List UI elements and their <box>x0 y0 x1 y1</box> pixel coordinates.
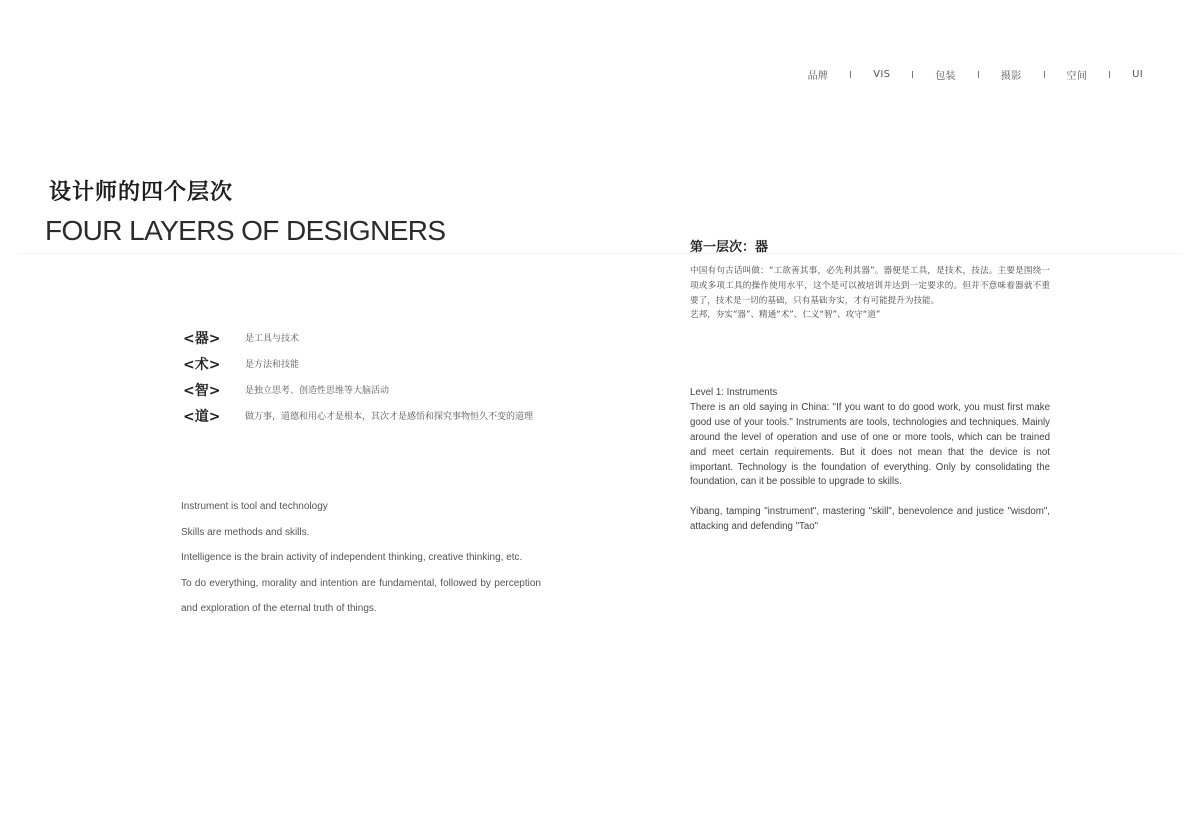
nav-separator <box>850 71 851 78</box>
nav-separator <box>1109 71 1110 78</box>
level-one-english <box>690 386 1050 535</box>
level-tag: <智> <box>183 383 221 399</box>
level-description: 是独立思考、创造性思维等大脑活动 <box>245 386 390 396</box>
nav-item-photography[interactable]: 摄影 <box>1000 71 1022 82</box>
level-item <box>183 378 553 404</box>
chinese-slogan: 艺邦，夯实“器”、精通“术”、仁义“智”、攻守“道” <box>690 310 881 321</box>
page-title-en: FOUR LAYERS OF DESIGNERS <box>45 215 446 246</box>
level-tag: <道> <box>183 409 221 425</box>
paragraph-gap <box>690 490 1050 505</box>
section-heading: 第一层次：器 <box>690 240 769 255</box>
page-title-cn: 设计师的四个层次 <box>49 180 234 205</box>
level-tag: <器> <box>183 331 221 347</box>
level-item <box>183 352 553 378</box>
nav-separator <box>978 71 979 78</box>
english-paragraph: There is an old saying in China: "If you want to do good work, you must first make good use of your tools." Instruments are tools, technologies and techniques. Mainly around the level of operation and use of one or more tools, which can be trained and meet certain requirements. But it does not mean that the device is not important. Technology is the foundation of everything. Only by consolidating the foundation, can it be possible to upgrade to skills. <box>690 401 1050 488</box>
top-navigation <box>807 67 1144 82</box>
english-line: To do everything, morality and intention are fundamental, followed by perception and exploration of the eternal truth of things. <box>181 577 541 615</box>
english-summary <box>181 494 541 622</box>
level-description: 是方法和技能 <box>245 360 300 370</box>
nav-separator <box>912 71 913 78</box>
level-description: 做万事，道德和用心才是根本，其次才是感悟和探究事物恒久不变的道理 <box>245 412 534 422</box>
chinese-paragraph: 中国有句古话叫做：“工欲善其事，必先利其器”。器便是工具，是技术，技法。主要是围绕一项或多项工具的操作使用水平，这个是可以被培训并达到一定要求的。但并不意味着器就不重要了，技术是一切的基础，只有基础夯实，才有可能提升为技能。 <box>690 266 1050 306</box>
nav-item-packaging[interactable]: 包装 <box>935 71 956 82</box>
english-line: Skills are methods and skills. <box>181 526 310 538</box>
nav-item-ui[interactable]: UI <box>1132 69 1143 80</box>
level-tag: <术> <box>183 357 221 373</box>
nav-item-brand[interactable]: 品牌 <box>807 71 829 82</box>
english-line: Instrument is tool and technology <box>181 501 328 512</box>
level-description: 是工具与技术 <box>245 334 300 344</box>
nav-separator <box>1044 71 1045 78</box>
level-one-section <box>690 236 1050 323</box>
english-heading: Level 1: Instruments <box>690 387 778 398</box>
english-slogan: Yibang, tamping "instrument", mastering "skill", benevolence and justice "wisdom", attacking and defending "Tao" <box>690 506 1050 533</box>
nav-item-space[interactable]: 空间 <box>1066 71 1088 82</box>
levels-list <box>183 326 553 430</box>
level-item <box>183 404 553 430</box>
english-line: Intelligence is the brain activity of independent thinking, creative thinking, etc. <box>181 552 523 564</box>
nav-item-vis[interactable]: VIS <box>873 69 891 80</box>
level-item <box>183 326 553 352</box>
